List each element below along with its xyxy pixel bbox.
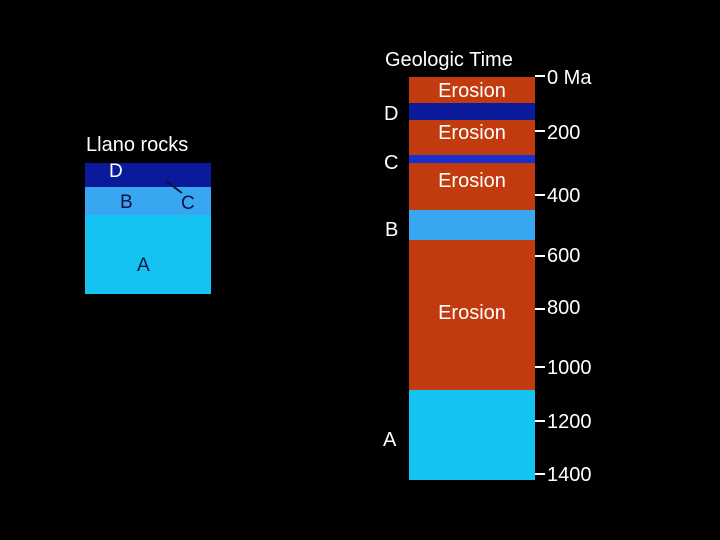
column-unit-a: [409, 390, 535, 480]
scale-label-1000: 1000: [547, 357, 592, 379]
scale-label-200: 200: [547, 122, 581, 144]
llano-label-d: D: [109, 161, 123, 182]
erosion-label-4: Erosion: [438, 302, 506, 324]
column-unit-b: [409, 210, 535, 240]
geologic-time-title: Geologic Time: [385, 49, 513, 71]
llano-label-b: B: [120, 192, 133, 213]
llano-label-a: A: [137, 255, 150, 276]
llano-layer-d: [85, 163, 211, 187]
column-unit-c: [409, 155, 535, 163]
scale-label-800: 800: [547, 297, 581, 319]
llano-label-c: C: [181, 193, 195, 214]
scale-tick: [535, 194, 545, 196]
scale-tick: [535, 75, 545, 77]
column-label-a: A: [383, 429, 397, 451]
column-label-b: B: [385, 219, 399, 241]
scale-tick: [535, 308, 545, 310]
erosion-label-2: Erosion: [438, 122, 506, 144]
erosion-label-1: Erosion: [438, 80, 506, 102]
scale-label-600: 600: [547, 245, 581, 267]
scale-label-1400: 1400: [547, 464, 592, 486]
column-unit-d: [409, 103, 535, 120]
llano-rocks-title: Llano rocks: [86, 134, 189, 156]
scale-tick: [535, 473, 545, 475]
column-label-c: C: [384, 152, 399, 174]
scale-label-400: 400: [547, 185, 581, 207]
scale-tick: [535, 255, 545, 257]
scale-tick: [535, 366, 545, 368]
scale-label-0: 0 Ma: [547, 67, 592, 89]
scale-label-1200: 1200: [547, 411, 592, 433]
column-label-d: D: [384, 103, 399, 125]
llano-c-pointer: [160, 178, 190, 198]
scale-tick: [535, 130, 545, 132]
erosion-label-3: Erosion: [438, 170, 506, 192]
scale-tick: [535, 420, 545, 422]
